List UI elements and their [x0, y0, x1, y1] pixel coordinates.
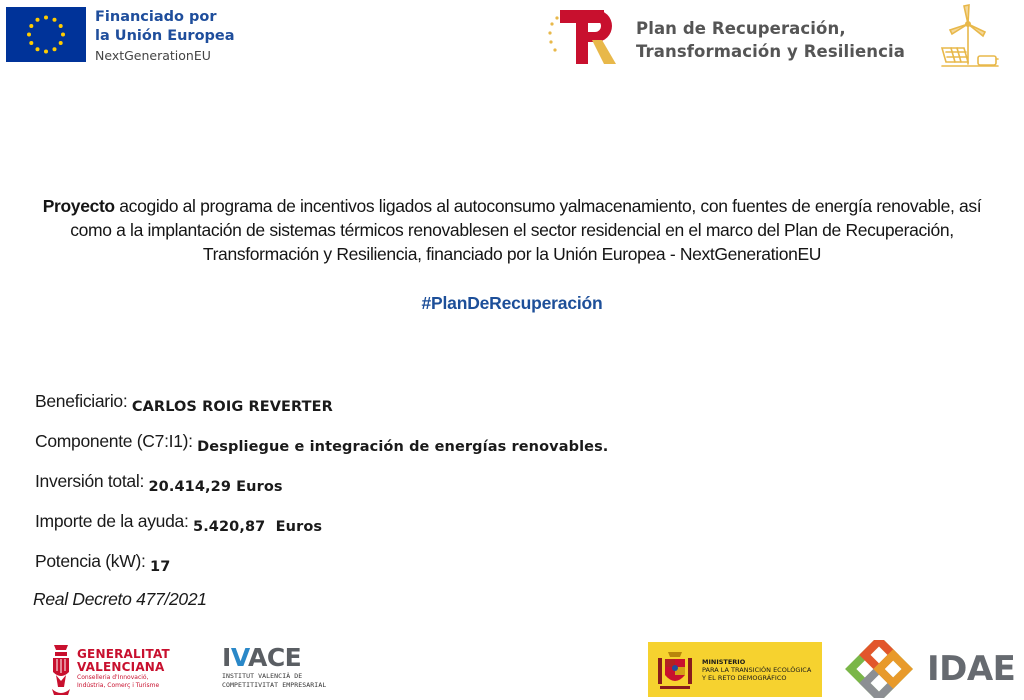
project-description	[20, 194, 1004, 266]
field-value: Despliegue e integración de energías renovables.	[197, 439, 609, 455]
prtr-line-transformacion: Transformación y Resiliencia	[636, 42, 906, 61]
field-value: 20.414,29 Euros	[148, 479, 283, 495]
ministerio-line-2: PARA LA TRANSICIÓN ECOLÓGICA	[702, 665, 812, 674]
eu-funding-text	[95, 8, 235, 65]
ministerio-text	[702, 658, 811, 682]
real-decreto: Real Decreto 477/2021	[33, 589, 207, 609]
ministerio-line-1: MINISTERIO	[702, 657, 746, 666]
ivace-wordmark	[222, 644, 326, 672]
eu-line-nextgen: NextGenerationEU	[95, 48, 211, 63]
field-label: Potencia (kW):	[35, 551, 146, 571]
gva-line-generalitat: GENERALITAT	[77, 647, 170, 661]
field-inversion-total	[35, 471, 608, 511]
ivace-letters-ace: ACE	[247, 643, 302, 672]
field-label: Componente (C7:I1):	[35, 431, 193, 451]
field-importe-ayuda	[35, 511, 608, 551]
ivace-line-institut: INSTITUT VALENCIÀ DE	[222, 672, 303, 680]
field-label: Beneficiario:	[35, 391, 128, 411]
spain-coat-of-arms-icon	[656, 648, 694, 692]
prtr-text	[636, 17, 905, 63]
gva-line-valenciana: VALENCIANA	[77, 660, 165, 674]
ministerio-transicion-logo	[648, 642, 822, 697]
idae-emblem-icon	[837, 640, 921, 698]
gva-text	[77, 648, 170, 690]
project-fields	[35, 391, 608, 591]
field-beneficiario	[35, 391, 608, 431]
field-label: Importe de la ayuda:	[35, 511, 189, 531]
eu-flag-icon	[6, 7, 86, 62]
idae-wordmark: IDAE	[927, 649, 1016, 689]
field-value: 17	[150, 559, 171, 575]
prtr-logo-icon	[546, 6, 618, 68]
ivace-logo	[222, 644, 326, 690]
field-label: Inversión total:	[35, 471, 145, 491]
eu-line-financiado: Financiado por	[95, 9, 217, 25]
field-potencia	[35, 551, 608, 591]
wind-solar-icon	[938, 2, 1000, 70]
prtr-line-plan: Plan de Recuperación,	[636, 19, 846, 38]
gva-crest-icon	[50, 643, 72, 697]
field-componente	[35, 431, 608, 471]
gva-line-industria: Indústria, Comerç i Turisme	[77, 682, 160, 689]
ivace-letter-v: V	[230, 643, 248, 672]
project-text: acogido al programa de incentivos ligados al autoconsumo yalmacenamiento, con fuentes de energía renovable, así como a la implantación de sistemas térmicos renovablesen el sector residencial en el marco del Plan de Recuperación, Transformación y Resiliencia, financiado por la Unión Europea - NextGenerationEU	[70, 196, 982, 264]
eu-funding-logo	[6, 7, 235, 65]
ivace-letter-i: I	[222, 643, 231, 672]
idae-logo	[837, 640, 1015, 698]
prtr-logo	[546, 6, 905, 68]
field-value: CARLOS ROIG REVERTER	[131, 399, 333, 415]
ivace-line-competitivitat: COMPETITIVITAT EMPRESARIAL	[222, 681, 327, 689]
eu-line-union: la Unión Europea	[95, 28, 235, 44]
field-value: 5.420,87 Euros	[193, 519, 323, 535]
project-label: Proyecto	[42, 196, 115, 216]
gva-line-conselleria: Conselleria d'Innovació,	[77, 674, 149, 681]
hashtag-plan-recuperacion: #PlanDeRecuperación	[421, 293, 603, 313]
generalitat-valenciana-logo	[50, 643, 170, 697]
ministerio-line-3: Y EL RETO DEMOGRÁFICO	[702, 673, 787, 682]
